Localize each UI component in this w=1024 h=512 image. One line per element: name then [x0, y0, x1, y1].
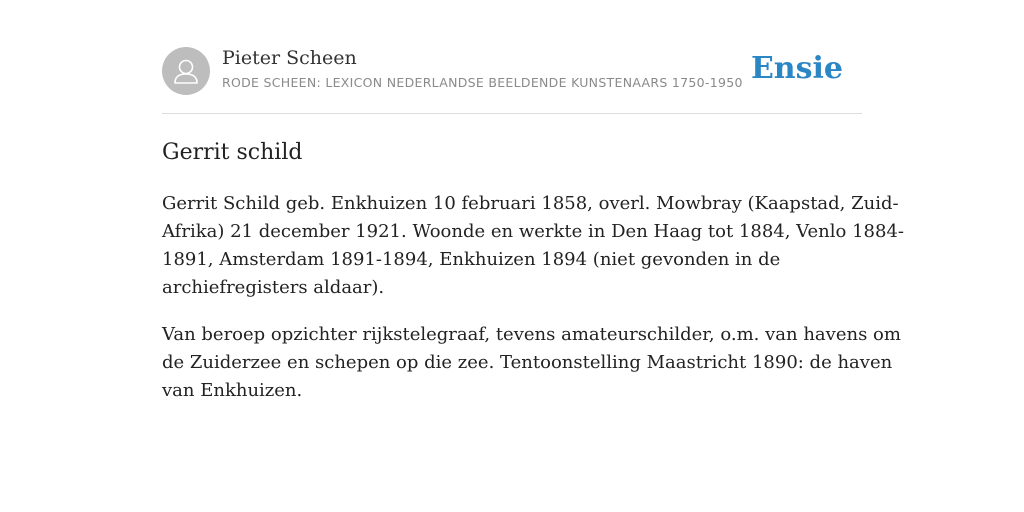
body-paragraph: [162, 190, 904, 302]
paragraph-line: de Zuiderzee en schepen op die zee. Tentoonstelling Maastricht 1890: de haven: [162, 352, 893, 373]
paragraph-line: Afrika) 21 december 1921. Woonde en werkte in Den Haag tot 1884, Venlo 1884-: [162, 221, 904, 242]
paragraph-line: van Enkhuizen.: [162, 380, 303, 401]
source-title[interactable]: RODE SCHEEN: LEXICON NEDERLANDSE BEELDENDE KUNSTENAARS 1750-1950: [222, 75, 743, 90]
body-paragraph: [162, 321, 901, 405]
brand-logo[interactable]: Ensie: [750, 51, 843, 86]
author-avatar[interactable]: [162, 47, 210, 95]
paragraph-line: archiefregisters aldaar).: [162, 277, 385, 298]
paragraph-line: 1891, Amsterdam 1891-1894, Enkhuizen 1894 (niet gevonden in de: [162, 249, 781, 270]
author-name[interactable]: Pieter Scheen: [222, 47, 357, 69]
entry-body: [162, 190, 904, 424]
paragraph-line: Van beroep opzichter rijkstelegraaf, tevens amateurschilder, o.m. van havens om: [162, 324, 901, 345]
paragraph-line: Gerrit Schild geb. Enkhuizen 10 februari 1858, overl. Mowbray (Kaapstad, Zuid-: [162, 193, 899, 214]
entry-header: [162, 46, 862, 98]
entry-title: Gerrit schild: [162, 140, 303, 165]
header-divider: [162, 113, 862, 114]
user-silhouette-icon: [162, 47, 210, 95]
